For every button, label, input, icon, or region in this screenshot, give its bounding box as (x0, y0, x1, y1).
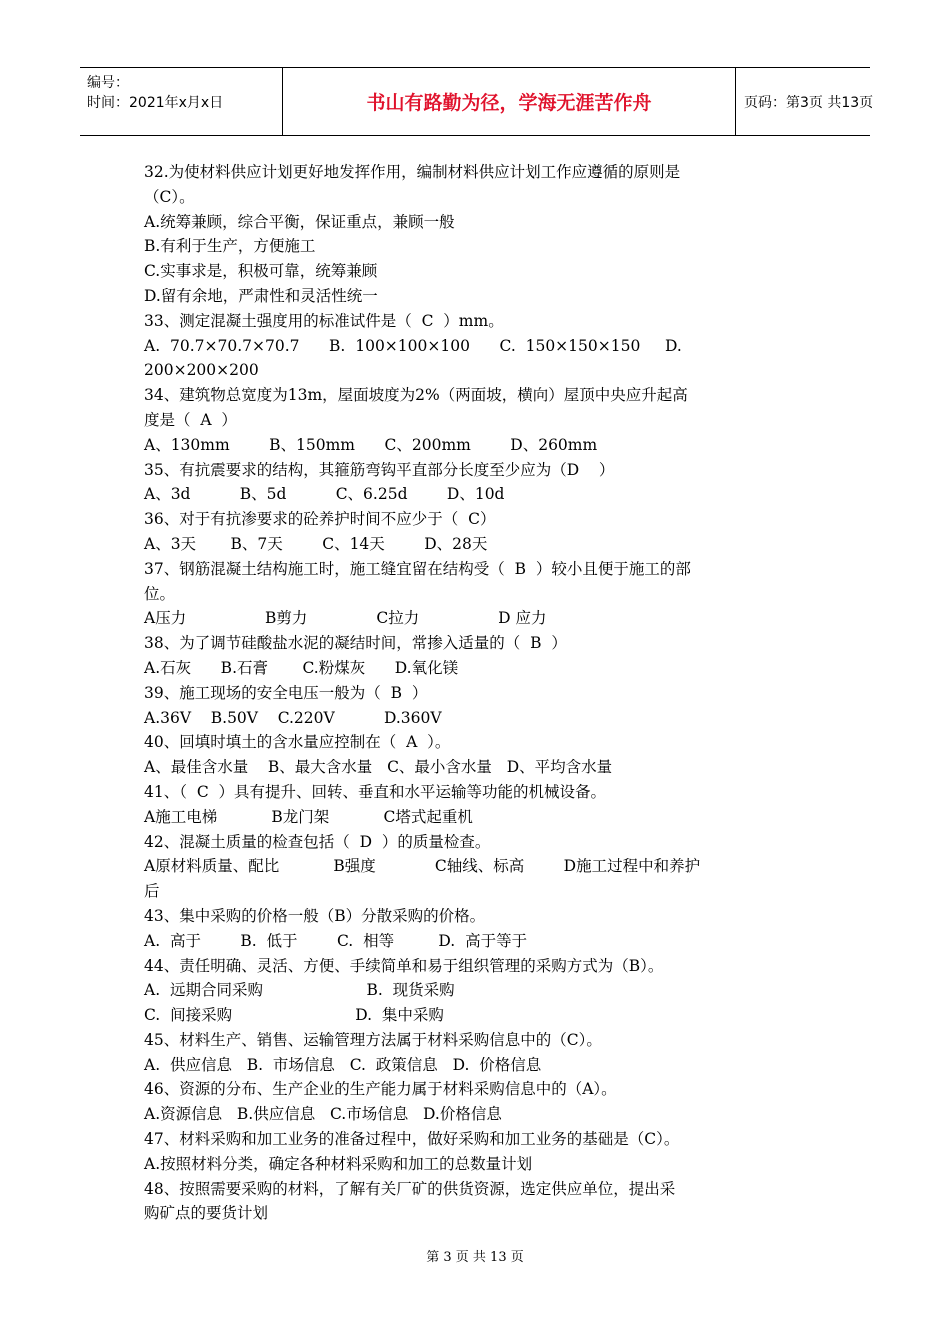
text-line: A、最佳含水量 B、最大含水量 C、最小含水量 D、平均含水量 (144, 758, 613, 777)
text-line: 购矿点的要货计划 (144, 1204, 269, 1223)
text-line: C.实事求是，积极可靠，统筹兼顾 (144, 262, 378, 281)
text-line: A、3d B、5d C、6.25d D、10d (144, 485, 505, 504)
text-line: A. 70.7×70.7×70.7 B. 100×100×100 C. 150×150×150 D. (144, 336, 682, 355)
text-line: 38、为了调节硅酸盐水泥的凝结时间，常掺入适量的（ B ） (144, 634, 567, 653)
text-line: A原材料质量、配比 B强度 C轴线、标高 D施工过程中和养护 (144, 857, 701, 876)
text-line: 32.为使材料供应计划更好地发挥作用，编制材料供应计划工作应遵循的原则是 (144, 163, 681, 181)
text-line: 46、资源的分布、生产企业的生产能力属于材料采购信息中的（A）。 (144, 1080, 617, 1099)
text-line: C. 间接采购 D. 集中采购 (144, 1006, 444, 1025)
text-line: 200×200×200 (144, 361, 259, 380)
text-line: 35、有抗震要求的结构，其箍筋弯钩平直部分长度至少应为（D ） (144, 460, 615, 479)
text-line: 37、钢筋混凝土结构施工时，施工缝宜留在结构受（ B ）较小且便于施工的部 (144, 559, 691, 578)
text-line: 45、材料生产、销售、运输管理方法属于材料采购信息中的（C）。 (144, 1030, 602, 1049)
text-line: A.石灰 B.石膏 C.粉煤灰 D.氧化镁 (144, 658, 459, 677)
text-line: 位。 (144, 584, 176, 603)
text-line: A.资源信息 B.供应信息 C.市场信息 D.价格信息 (144, 1105, 502, 1124)
text-line: A.统筹兼顾，综合平衡，保证重点，兼顾一般 (144, 212, 455, 231)
text-line: A. 高于 B. 低于 C. 相等 D. 高于等于 (144, 931, 528, 950)
text-line: 36、对于有抗渗要求的砼养护时间不应少于（ C） (144, 510, 496, 529)
text-line: 33、测定混凝土强度用的标准试件是（ C ）mm。 (144, 311, 504, 330)
text-line: A.36V B.50V C.220V D.360V (144, 708, 442, 727)
header-meta (80, 68, 280, 135)
text-line: A. 供应信息 B. 市场信息 C. 政策信息 D. 价格信息 (144, 1055, 542, 1074)
text-line: 43、集中采购的价格一般（B）分散采购的价格。 (144, 906, 486, 925)
date-label: 时间：2021年x月x日 (87, 95, 224, 111)
text-line: 47、材料采购和加工业务的准备过程中，做好采购和加工业务的基础是（C）。 (144, 1130, 680, 1149)
text-line: 40、回填时填土的含水量应控制在（ A ）。 (144, 733, 451, 752)
text-line: （C）。 (144, 187, 195, 206)
text-line: A. 远期合同采购 B. 现货采购 (144, 981, 455, 1000)
text-line: 44、责任明确、灵活、方便、手续简单和易于组织管理的采购方式为（B）。 (144, 956, 664, 975)
text-line: A施工电梯 B龙门架 C塔式起重机 (144, 807, 473, 826)
text-line: A、3天 B、7天 C、14天 D、28天 (144, 534, 488, 553)
text-line: 48、按照需要采购的材料，了解有关厂矿的供货资源，选定供应单位，提出采 (144, 1179, 676, 1198)
page-header (80, 67, 874, 136)
text-line: A、130mm B、150mm C、200mm D、260mm (144, 435, 598, 454)
page-footer: 第 3 页 共 13 页 (426, 1250, 524, 1265)
header-slogan: 书山有路勤为径，学海无涯苦作舟 (282, 68, 736, 135)
text-line: 39、施工现场的安全电压一般为（ B ） (144, 683, 428, 702)
text-line: 后 (144, 882, 160, 901)
number-label: 编号： (87, 75, 129, 91)
text-line: 41、（ C ）具有提升、回转、垂直和水平运输等功能的机械设备。 (144, 782, 607, 801)
text-line: 度是（ A ） (144, 410, 237, 429)
text-line: A压力 B剪力 C拉力 D 应力 (144, 609, 547, 628)
text-line: A.按照材料分类，确定各种材料采购和加工的总数量计划 (144, 1154, 533, 1173)
text-line: 42、混凝土质量的检查包括（ D ）的质量检查。 (144, 832, 491, 851)
text-line: B.有利于生产，方便施工 (144, 237, 316, 256)
text-line: D.留有余地，严肃性和灵活性统一 (144, 286, 378, 305)
header-page-label: 页码：第3页 共13页 (744, 94, 874, 111)
text-line: 34、建筑物总宽度为13m，屋面坡度为2%（两面坡，横向）屋顶中央应升起高 (144, 386, 688, 405)
document-body (144, 160, 810, 1226)
